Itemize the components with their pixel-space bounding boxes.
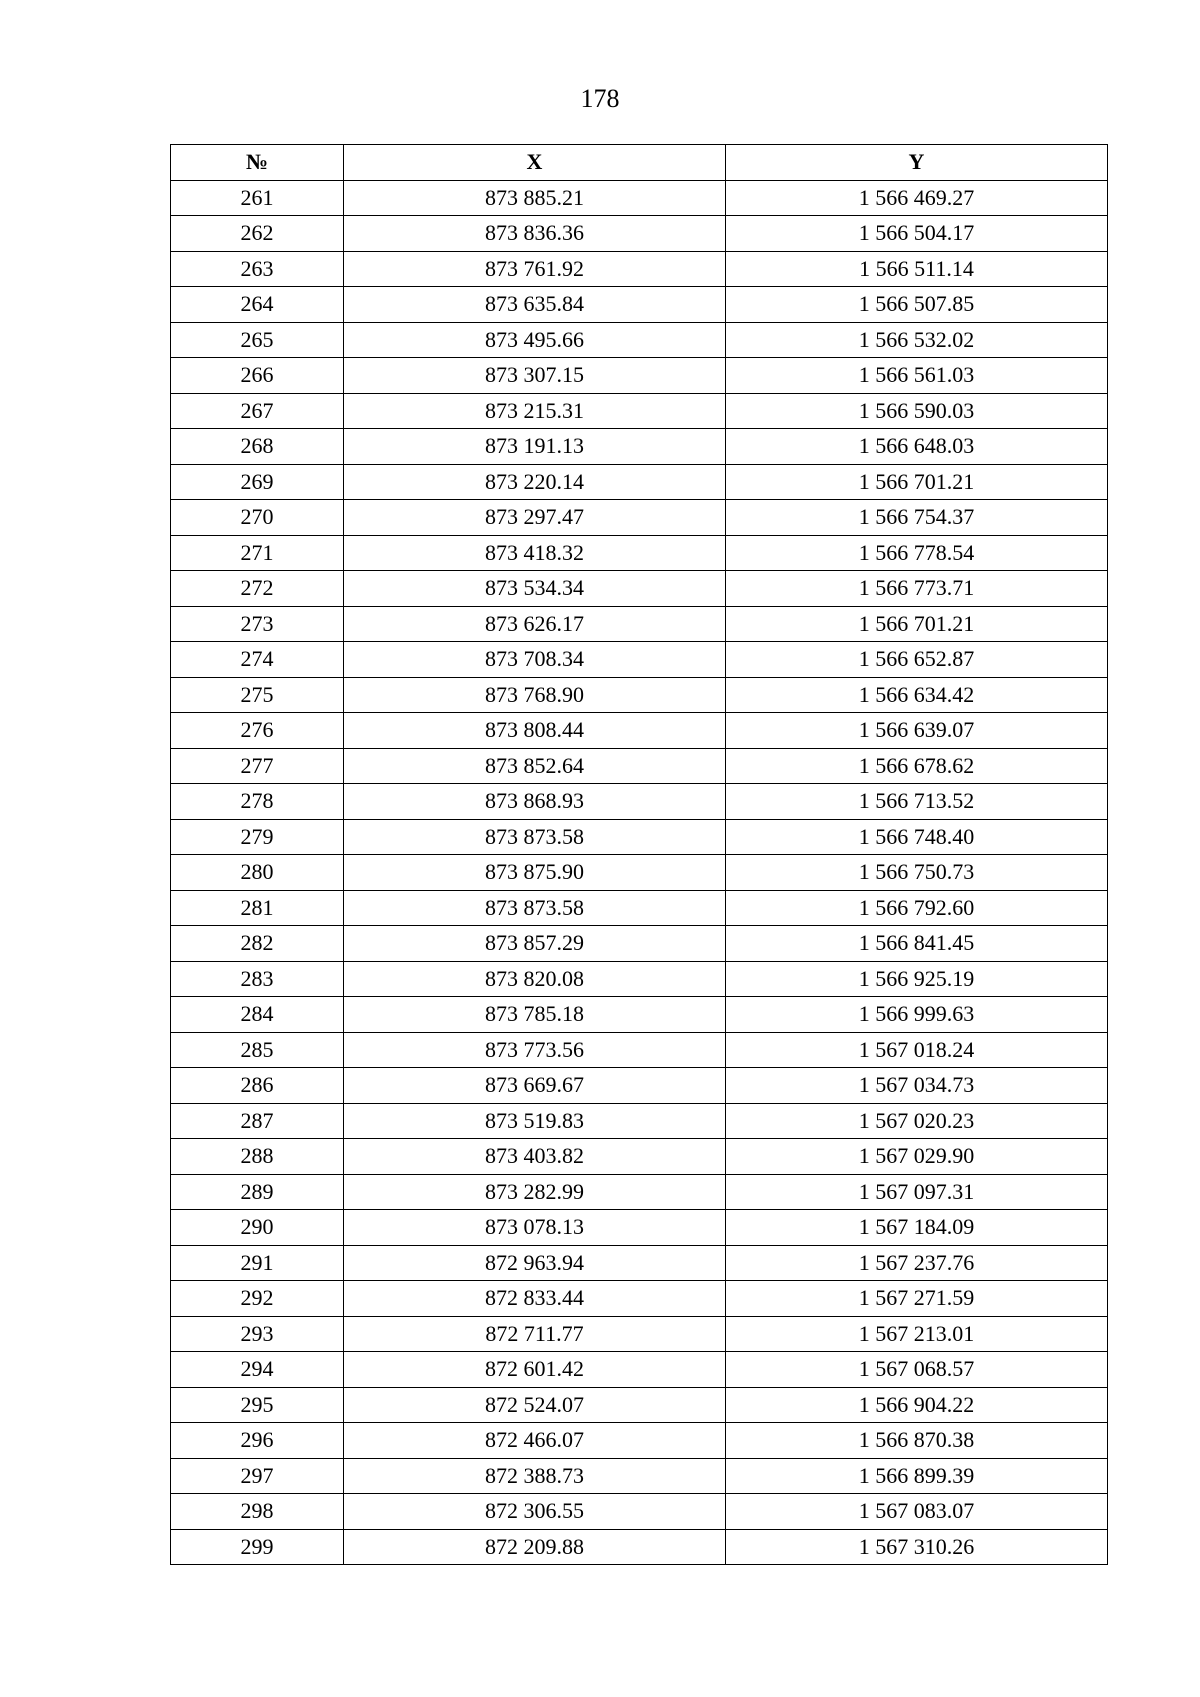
cell-x: 873 885.21 [344, 180, 726, 216]
cell-number: 266 [171, 358, 344, 394]
cell-number: 274 [171, 642, 344, 678]
cell-number: 271 [171, 535, 344, 571]
cell-x: 873 297.47 [344, 500, 726, 536]
cell-y: 1 567 034.73 [726, 1068, 1108, 1104]
cell-y: 1 566 561.03 [726, 358, 1108, 394]
cell-number: 263 [171, 251, 344, 287]
table-row [171, 1103, 1108, 1139]
cell-y: 1 567 213.01 [726, 1316, 1108, 1352]
cell-x: 873 307.15 [344, 358, 726, 394]
table-row [171, 1529, 1108, 1565]
cell-number: 293 [171, 1316, 344, 1352]
cell-y: 1 566 678.62 [726, 748, 1108, 784]
cell-x: 873 820.08 [344, 961, 726, 997]
table-row [171, 1387, 1108, 1423]
cell-x: 873 785.18 [344, 997, 726, 1033]
cell-y: 1 566 507.85 [726, 287, 1108, 323]
cell-y: 1 566 713.52 [726, 784, 1108, 820]
table-row [171, 358, 1108, 394]
cell-x: 872 833.44 [344, 1281, 726, 1317]
cell-y: 1 566 778.54 [726, 535, 1108, 571]
cell-y: 1 566 590.03 [726, 393, 1108, 429]
cell-x: 873 191.13 [344, 429, 726, 465]
cell-y: 1 567 271.59 [726, 1281, 1108, 1317]
table-row [171, 1494, 1108, 1530]
table-row [171, 819, 1108, 855]
cell-y: 1 566 634.42 [726, 677, 1108, 713]
cell-y: 1 566 870.38 [726, 1423, 1108, 1459]
cell-y: 1 566 504.17 [726, 216, 1108, 252]
cell-y: 1 566 511.14 [726, 251, 1108, 287]
cell-x: 873 873.58 [344, 819, 726, 855]
cell-y: 1 566 750.73 [726, 855, 1108, 891]
cell-number: 299 [171, 1529, 344, 1565]
table-row [171, 429, 1108, 465]
table-row [171, 1174, 1108, 1210]
table-row [171, 535, 1108, 571]
cell-number: 282 [171, 926, 344, 962]
table-row [171, 926, 1108, 962]
cell-x: 873 078.13 [344, 1210, 726, 1246]
table-row [171, 180, 1108, 216]
cell-number: 272 [171, 571, 344, 607]
cell-y: 1 566 652.87 [726, 642, 1108, 678]
coordinates-table [170, 144, 1108, 1565]
cell-number: 273 [171, 606, 344, 642]
table-row [171, 1423, 1108, 1459]
cell-x: 873 418.32 [344, 535, 726, 571]
cell-number: 279 [171, 819, 344, 855]
cell-x: 873 773.56 [344, 1032, 726, 1068]
cell-number: 261 [171, 180, 344, 216]
cell-y: 1 567 237.76 [726, 1245, 1108, 1281]
cell-x: 872 466.07 [344, 1423, 726, 1459]
table-row [171, 1316, 1108, 1352]
cell-number: 296 [171, 1423, 344, 1459]
cell-number: 284 [171, 997, 344, 1033]
cell-x: 873 215.31 [344, 393, 726, 429]
cell-x: 873 626.17 [344, 606, 726, 642]
table-row [171, 855, 1108, 891]
cell-y: 1 566 999.63 [726, 997, 1108, 1033]
cell-number: 265 [171, 322, 344, 358]
header-number: № [171, 145, 344, 181]
cell-number: 278 [171, 784, 344, 820]
table-row [171, 1458, 1108, 1494]
cell-x: 873 220.14 [344, 464, 726, 500]
cell-y: 1 566 648.03 [726, 429, 1108, 465]
cell-number: 289 [171, 1174, 344, 1210]
table-row [171, 961, 1108, 997]
table-row [171, 1281, 1108, 1317]
cell-x: 873 495.66 [344, 322, 726, 358]
table-row [171, 216, 1108, 252]
cell-number: 290 [171, 1210, 344, 1246]
cell-x: 872 524.07 [344, 1387, 726, 1423]
cell-x: 873 708.34 [344, 642, 726, 678]
cell-x: 872 209.88 [344, 1529, 726, 1565]
cell-y: 1 567 018.24 [726, 1032, 1108, 1068]
cell-y: 1 566 748.40 [726, 819, 1108, 855]
cell-x: 873 761.92 [344, 251, 726, 287]
cell-y: 1 566 701.21 [726, 464, 1108, 500]
cell-y: 1 566 841.45 [726, 926, 1108, 962]
cell-x: 872 711.77 [344, 1316, 726, 1352]
header-y: Y [726, 145, 1108, 181]
cell-y: 1 566 899.39 [726, 1458, 1108, 1494]
cell-number: 277 [171, 748, 344, 784]
cell-x: 873 857.29 [344, 926, 726, 962]
cell-y: 1 567 029.90 [726, 1139, 1108, 1175]
table-body [171, 180, 1108, 1565]
cell-number: 286 [171, 1068, 344, 1104]
table-row [171, 784, 1108, 820]
table-row [171, 1139, 1108, 1175]
table-row [171, 1032, 1108, 1068]
table-row [171, 393, 1108, 429]
cell-number: 267 [171, 393, 344, 429]
cell-number: 268 [171, 429, 344, 465]
cell-number: 298 [171, 1494, 344, 1530]
cell-x: 873 534.34 [344, 571, 726, 607]
cell-x: 872 963.94 [344, 1245, 726, 1281]
cell-x: 873 875.90 [344, 855, 726, 891]
table-row [171, 500, 1108, 536]
cell-x: 873 852.64 [344, 748, 726, 784]
cell-x: 873 868.93 [344, 784, 726, 820]
table-row [171, 713, 1108, 749]
table-row [171, 1245, 1108, 1281]
cell-number: 285 [171, 1032, 344, 1068]
cell-y: 1 567 068.57 [726, 1352, 1108, 1388]
cell-number: 281 [171, 890, 344, 926]
table-row [171, 890, 1108, 926]
cell-x: 873 768.90 [344, 677, 726, 713]
cell-y: 1 566 773.71 [726, 571, 1108, 607]
page-number: 178 [580, 84, 620, 113]
cell-number: 275 [171, 677, 344, 713]
cell-number: 276 [171, 713, 344, 749]
cell-number: 264 [171, 287, 344, 323]
cell-number: 283 [171, 961, 344, 997]
cell-y: 1 566 925.19 [726, 961, 1108, 997]
table-row [171, 748, 1108, 784]
cell-x: 873 635.84 [344, 287, 726, 323]
cell-number: 270 [171, 500, 344, 536]
cell-y: 1 567 097.31 [726, 1174, 1108, 1210]
table-row [171, 606, 1108, 642]
table-row [171, 677, 1108, 713]
cell-x: 873 403.82 [344, 1139, 726, 1175]
cell-number: 295 [171, 1387, 344, 1423]
header-x: X [344, 145, 726, 181]
header-row [171, 145, 1108, 181]
cell-x: 873 808.44 [344, 713, 726, 749]
cell-y: 1 567 020.23 [726, 1103, 1108, 1139]
table-header [171, 145, 1108, 181]
cell-x: 873 519.83 [344, 1103, 726, 1139]
cell-y: 1 567 184.09 [726, 1210, 1108, 1246]
cell-number: 269 [171, 464, 344, 500]
cell-x: 873 669.67 [344, 1068, 726, 1104]
cell-number: 280 [171, 855, 344, 891]
table-row [171, 464, 1108, 500]
cell-number: 291 [171, 1245, 344, 1281]
cell-y: 1 566 469.27 [726, 180, 1108, 216]
table-row [171, 642, 1108, 678]
cell-y: 1 567 083.07 [726, 1494, 1108, 1530]
table-row [171, 1210, 1108, 1246]
cell-number: 288 [171, 1139, 344, 1175]
cell-y: 1 566 701.21 [726, 606, 1108, 642]
cell-x: 872 388.73 [344, 1458, 726, 1494]
cell-x: 872 601.42 [344, 1352, 726, 1388]
cell-x: 872 306.55 [344, 1494, 726, 1530]
cell-number: 292 [171, 1281, 344, 1317]
table-row [171, 287, 1108, 323]
cell-x: 873 836.36 [344, 216, 726, 252]
cell-y: 1 566 792.60 [726, 890, 1108, 926]
cell-x: 873 282.99 [344, 1174, 726, 1210]
cell-number: 262 [171, 216, 344, 252]
cell-number: 294 [171, 1352, 344, 1388]
cell-y: 1 566 754.37 [726, 500, 1108, 536]
table-row [171, 1068, 1108, 1104]
cell-y: 1 567 310.26 [726, 1529, 1108, 1565]
table-row [171, 1352, 1108, 1388]
table-row [171, 571, 1108, 607]
cell-x: 873 873.58 [344, 890, 726, 926]
table-row [171, 322, 1108, 358]
table-row [171, 251, 1108, 287]
cell-number: 297 [171, 1458, 344, 1494]
cell-y: 1 566 532.02 [726, 322, 1108, 358]
cell-y: 1 566 904.22 [726, 1387, 1108, 1423]
cell-number: 287 [171, 1103, 344, 1139]
table-row [171, 997, 1108, 1033]
cell-y: 1 566 639.07 [726, 713, 1108, 749]
